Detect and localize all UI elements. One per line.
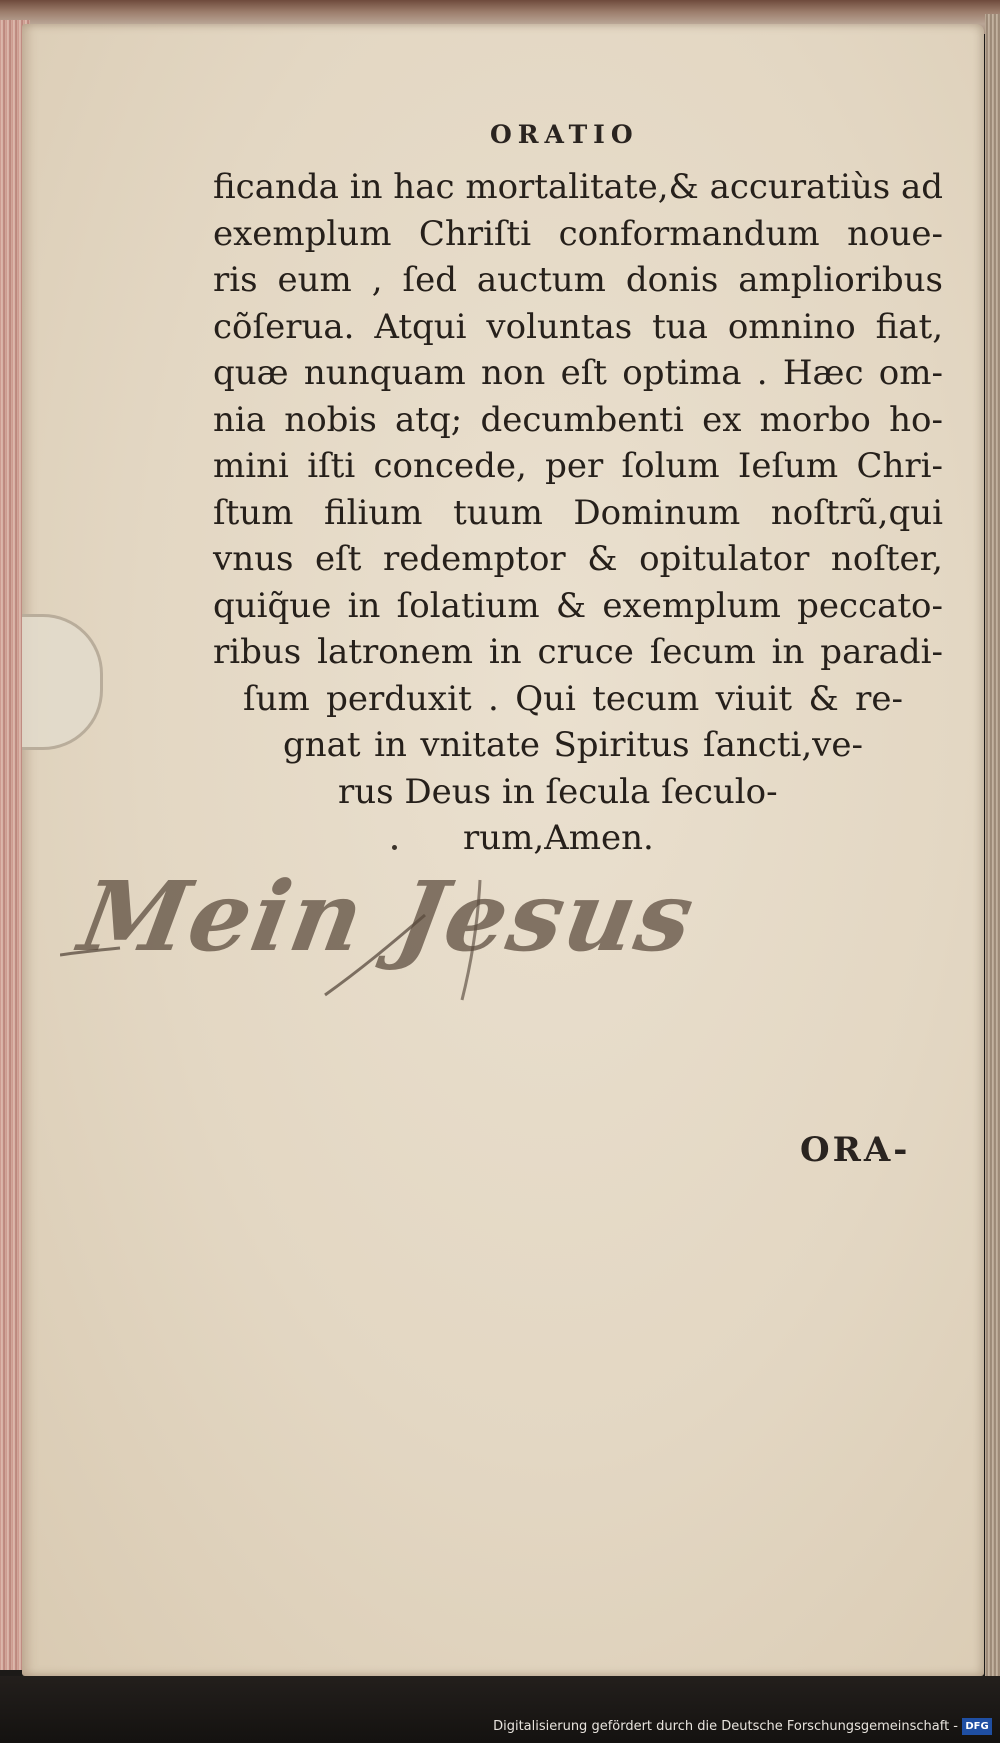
text-line: ſum perduxit . Qui tecum viuit & re- xyxy=(243,678,903,719)
text-line: gnat in vnitate Spiritus ſancti,ve- xyxy=(283,725,863,765)
text-line: exemplum Chriſti conformandum noue- xyxy=(213,213,943,254)
handwriting-text: Mein Jesus xyxy=(72,860,704,973)
text-line: ris eum , ſed auctum donis amplioribus xyxy=(213,260,943,300)
text-line: rus Deus in ſecula ſeculo- xyxy=(338,771,778,812)
catchword: ORA- xyxy=(800,1130,911,1170)
dfg-logo: DFG xyxy=(962,1718,992,1735)
text-line: quiq̃ue in ſolatium & exemplum peccato- xyxy=(213,585,943,626)
text-line: rum,Amen. xyxy=(463,818,654,858)
text-line: nia nobis atq; decumbenti ex morbo ho- xyxy=(213,399,943,440)
text-line: vnus eſt redemptor & opitulator noſter, xyxy=(213,539,943,579)
ink-dot xyxy=(392,845,397,850)
page-edges-right xyxy=(985,14,1000,1694)
text-line: ſtum filium tuum Dominum noſtrũ,qui xyxy=(213,492,943,533)
running-head: ORATIO xyxy=(490,120,639,149)
text-line: mini iſti concede, per ſolum Ieſum Chri- xyxy=(213,446,943,486)
text-line: ficanda in hac mortalitate,& accuratiùs ad xyxy=(213,167,944,207)
text-line: ribus latronem in cruce ſecum in paradi- xyxy=(213,632,943,672)
body-text xyxy=(213,164,943,862)
handwritten-annotation xyxy=(60,860,704,1020)
text-line: quæ nunquam non eſt optima . Hæc om- xyxy=(213,353,943,393)
funding-credit: Digitalisierung gefördert durch die Deutsche Forschungsgemeinschaft - xyxy=(493,1719,958,1734)
text-line: cõſerua. Atqui voluntas tua omnino fiat, xyxy=(213,306,943,347)
page-clip xyxy=(22,614,103,750)
